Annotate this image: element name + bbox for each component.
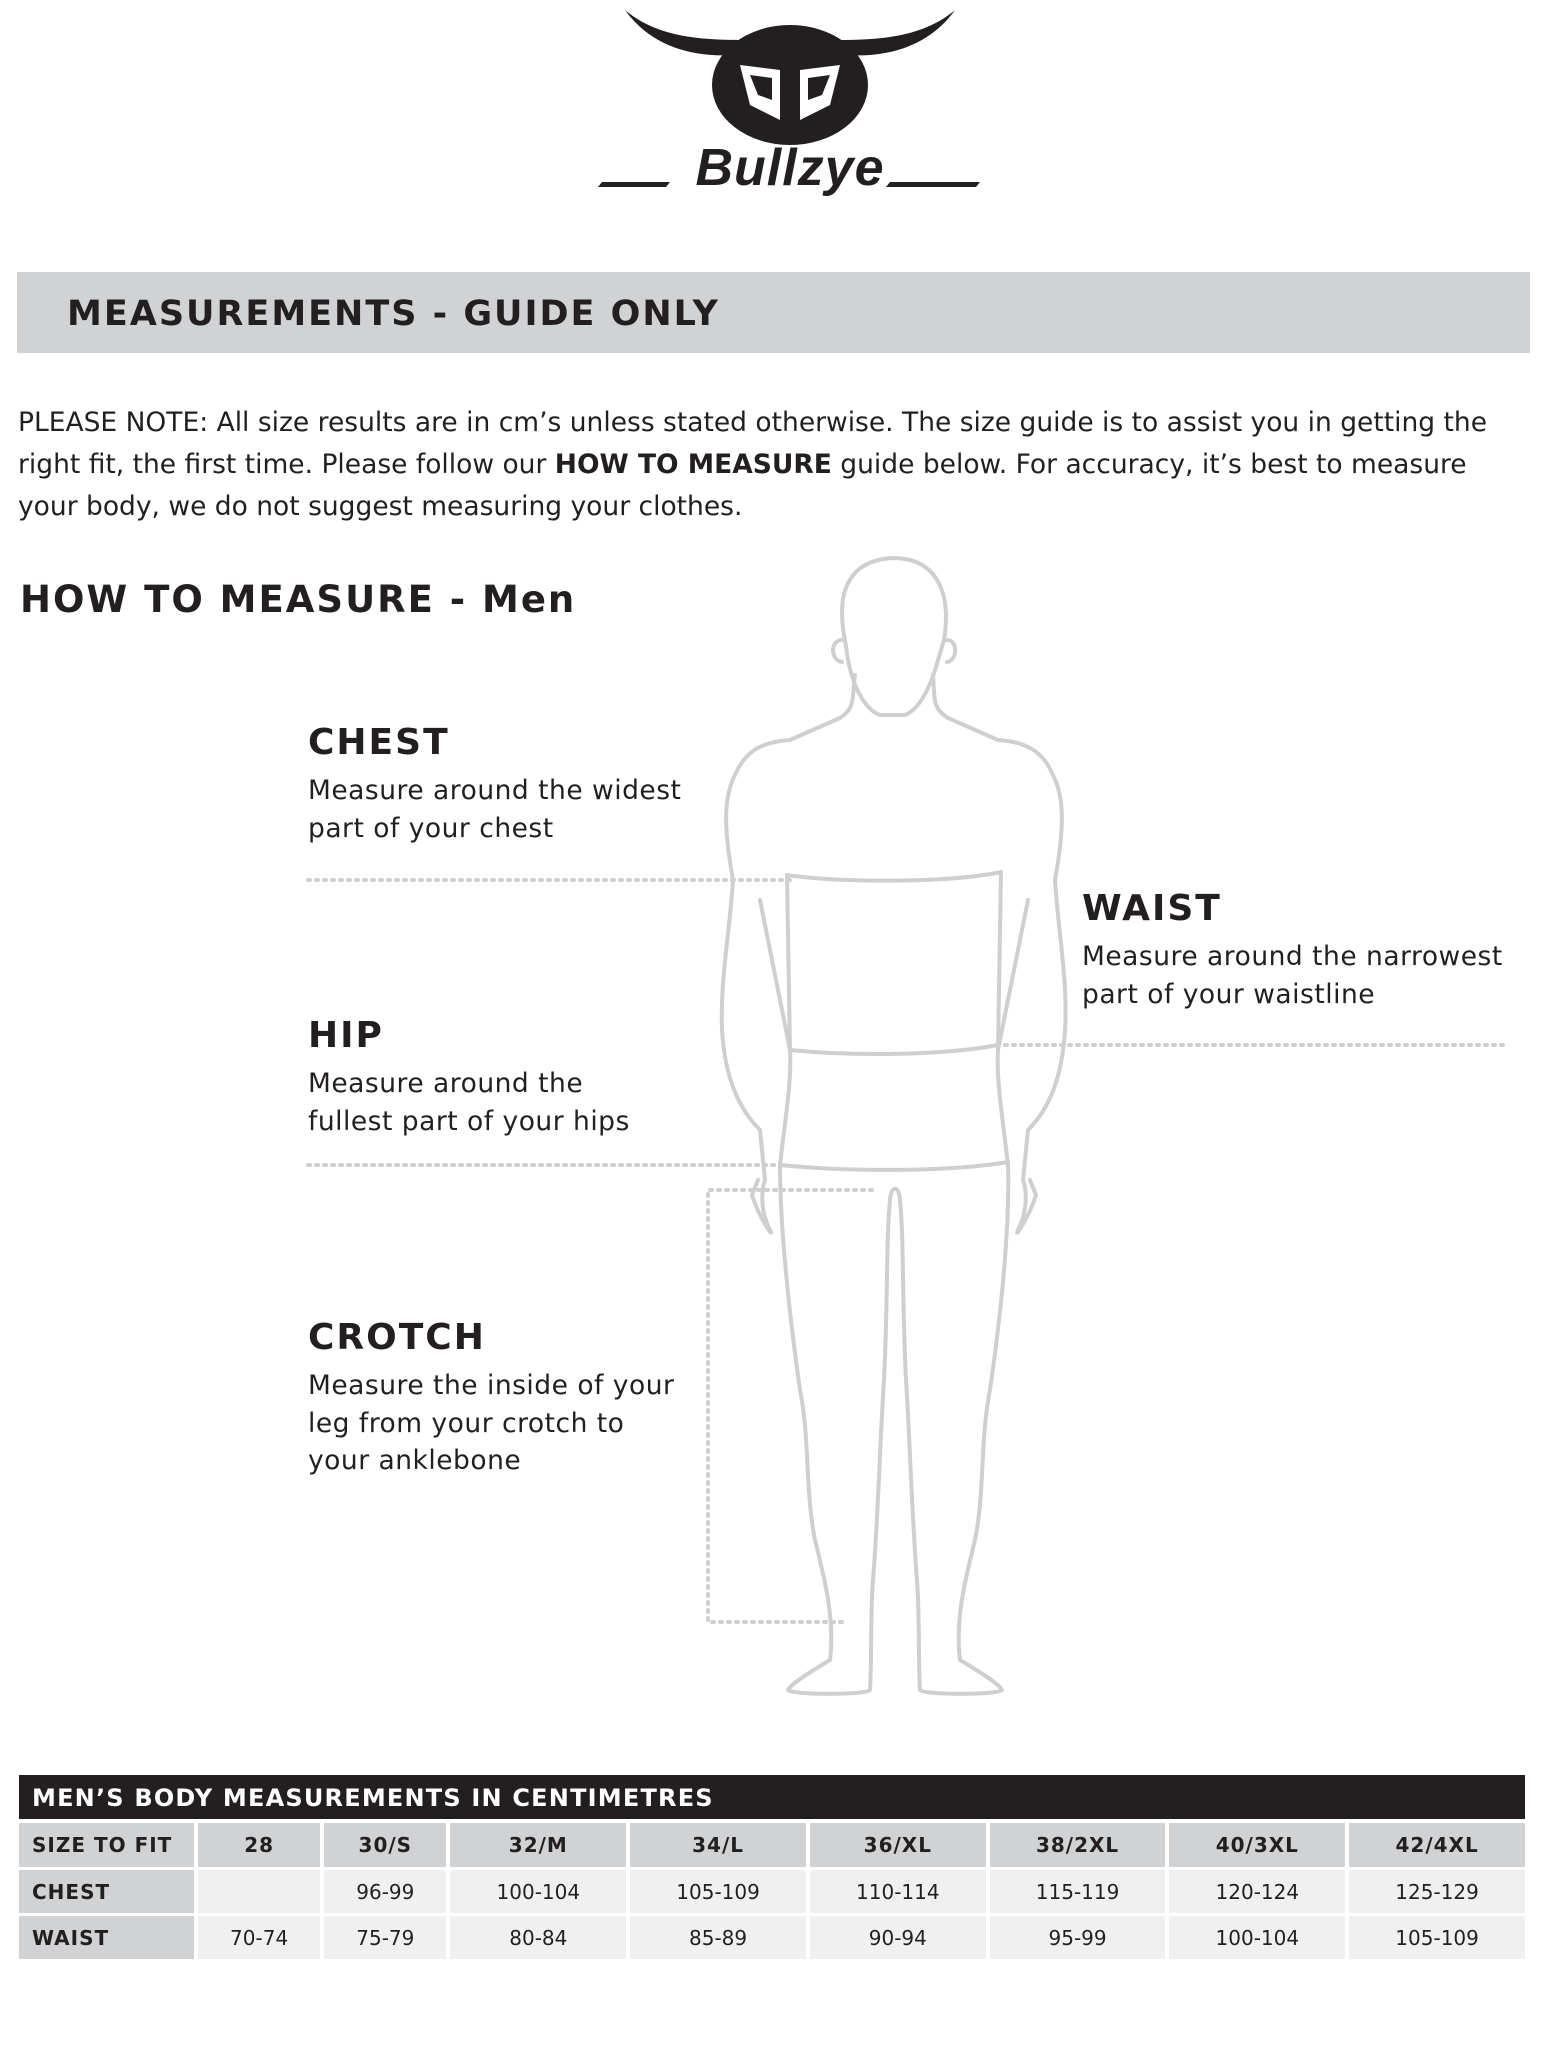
hip-description	[308, 1065, 630, 1140]
waist-description-line: Measure around the narrowest	[1082, 941, 1503, 972]
bullzye-wordmark	[598, 139, 980, 197]
head-outline	[842, 558, 946, 715]
table-cell: 96-99	[324, 1870, 446, 1913]
size-header-cell: 38/2XL	[990, 1823, 1166, 1867]
crotch-description	[308, 1367, 674, 1480]
table-cell: 75-79	[324, 1916, 446, 1959]
bullzye-logo	[590, 0, 990, 200]
size-table-grid	[15, 1820, 1529, 1962]
hip-description-line: fullest part of your hips	[308, 1105, 630, 1137]
table-header-row	[19, 1823, 1525, 1867]
size-header-cell: 36/XL	[810, 1823, 986, 1867]
crotch-line	[708, 1190, 872, 1622]
row-label: WAIST	[19, 1916, 194, 1959]
please-note-paragraph	[18, 402, 1528, 528]
table-cell: 80-84	[450, 1916, 626, 1959]
table-cell: 100-104	[450, 1870, 626, 1913]
row-label: CHEST	[19, 1870, 194, 1913]
crotch-heading: CROTCH	[308, 1317, 486, 1358]
size-header-cell: 40/3XL	[1169, 1823, 1345, 1867]
size-header-cell: 30/S	[324, 1823, 446, 1867]
waist-description	[1082, 938, 1503, 1013]
body-outline	[722, 675, 855, 1233]
how-to-measure-title: HOW TO MEASURE - Men	[20, 578, 577, 621]
note-emphasis: HOW TO MEASURE	[554, 449, 832, 480]
crotch-description-line: leg from your crotch to	[308, 1407, 625, 1439]
table-row	[19, 1870, 1525, 1913]
svg-text:Bullzye: Bullzye	[695, 139, 885, 197]
table-cell: 90-94	[810, 1916, 986, 1959]
bull-horns-icon	[625, 10, 955, 145]
size-table-title: MEN’S BODY MEASUREMENTS IN CENTIMETRES	[19, 1775, 1525, 1819]
table-cell: 105-109	[1349, 1916, 1525, 1959]
legs-outline	[780, 1162, 1008, 1694]
crotch-description-line: your anklebone	[308, 1445, 522, 1476]
table-cell: 100-104	[1169, 1916, 1345, 1959]
waist-heading: WAIST	[1082, 888, 1222, 929]
chest-heading: CHEST	[308, 722, 450, 763]
crotch-description-line: Measure the inside of your	[308, 1370, 675, 1401]
table-cell: 70-74	[198, 1916, 320, 1959]
table-cell: 110-114	[810, 1870, 986, 1913]
chest-description-line: Measure around the widest	[308, 775, 682, 806]
table-cell: 95-99	[990, 1916, 1166, 1959]
table-cell	[198, 1870, 320, 1913]
size-header-cell: 34/L	[630, 1823, 806, 1867]
table-cell: 105-109	[630, 1870, 806, 1913]
table-cell: 120-124	[1169, 1870, 1345, 1913]
note-suffix: guide below. For accuracy, it’s best to measure your body, we do not suggest measuring your clothes.	[18, 449, 1467, 522]
table-cell: 115-119	[990, 1870, 1166, 1913]
waist-description-line: part of your waistline	[1082, 978, 1376, 1010]
note-prefix: PLEASE NOTE: All size results are in cm’s unless stated otherwise. The size guide is to assist you in getting the right fit, the first time. Please follow our	[18, 407, 1488, 480]
table-row	[19, 1916, 1525, 1959]
size-to-fit-label: SIZE TO FIT	[19, 1823, 194, 1867]
size-header-cell: 42/4XL	[1349, 1823, 1525, 1867]
hip-description-line: Measure around the	[308, 1068, 584, 1099]
table-cell: 125-129	[1349, 1870, 1525, 1913]
table-cell: 85-89	[630, 1916, 806, 1959]
hip-heading: HIP	[308, 1015, 384, 1056]
chest-description	[308, 772, 681, 847]
banner-title: MEASUREMENTS - GUIDE ONLY	[67, 294, 720, 334]
chest-description-line: part of your chest	[308, 812, 554, 844]
guide-banner	[17, 272, 1530, 353]
size-table	[19, 1775, 1525, 1962]
size-header-cell: 32/M	[450, 1823, 626, 1867]
size-header-cell: 28	[198, 1823, 320, 1867]
